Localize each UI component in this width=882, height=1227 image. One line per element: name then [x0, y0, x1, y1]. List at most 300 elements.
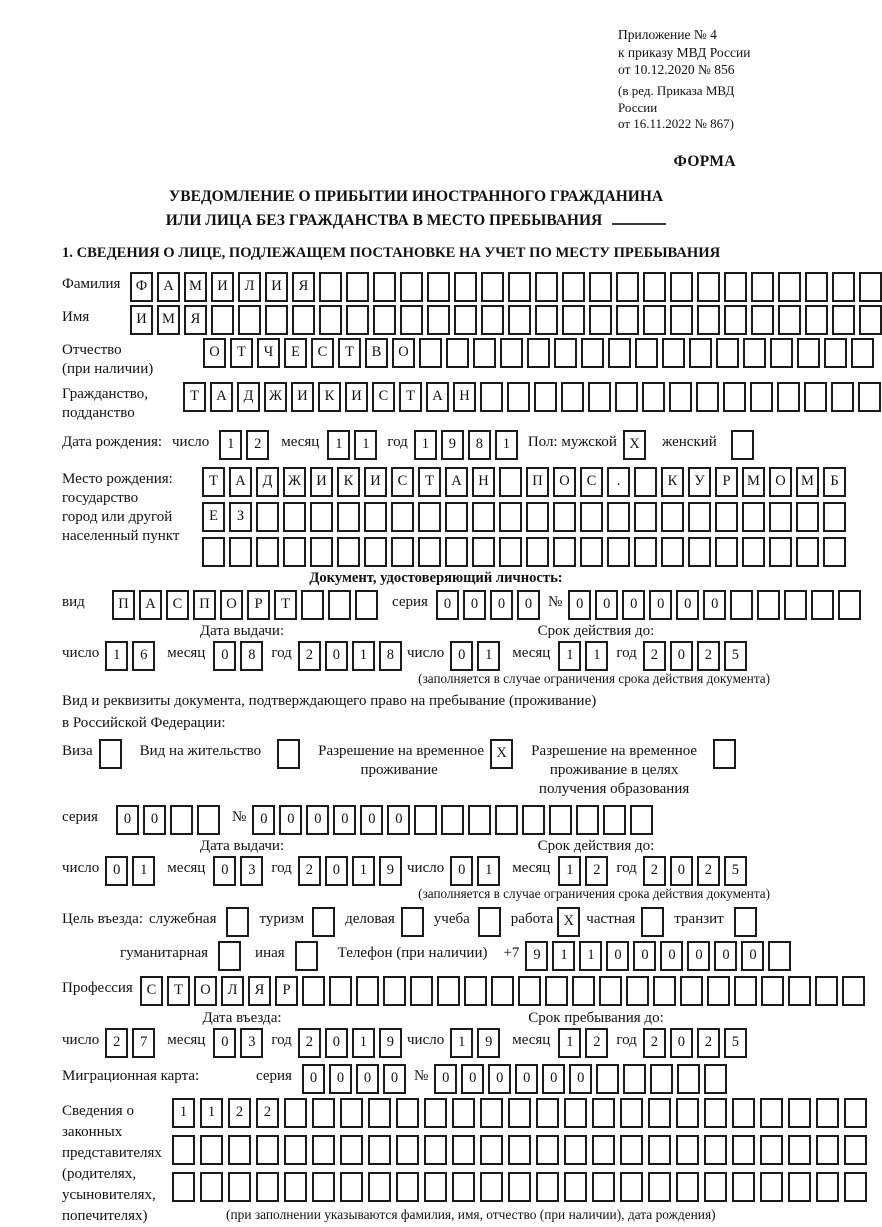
char-box[interactable] — [391, 537, 414, 567]
char-box[interactable]: 0 — [306, 805, 329, 835]
char-box[interactable]: 0 — [595, 590, 618, 620]
char-box[interactable] — [757, 590, 780, 620]
char-box[interactable]: 1 — [219, 430, 242, 460]
char-box[interactable] — [669, 382, 692, 412]
permit-number-boxes[interactable] — [252, 805, 653, 835]
char-box[interactable] — [373, 305, 396, 335]
char-box[interactable] — [596, 1064, 619, 1094]
purpose-work-checkbox[interactable] — [557, 907, 580, 937]
char-box[interactable]: 8 — [379, 641, 402, 671]
char-box[interactable] — [329, 976, 352, 1006]
char-box[interactable] — [769, 502, 792, 532]
char-box[interactable] — [427, 305, 450, 335]
char-box[interactable] — [732, 1135, 755, 1165]
char-box[interactable]: С — [391, 467, 414, 497]
char-box[interactable] — [518, 976, 541, 1006]
char-box[interactable] — [653, 976, 676, 1006]
char-box[interactable]: Р — [715, 467, 738, 497]
char-box[interactable] — [400, 305, 423, 335]
char-box[interactable] — [713, 739, 736, 769]
char-box[interactable]: С — [140, 976, 163, 1006]
char-box[interactable]: 0 — [360, 805, 383, 835]
char-box[interactable] — [172, 1172, 195, 1202]
char-box[interactable]: Ж — [283, 467, 306, 497]
birth-month-boxes[interactable] — [327, 430, 377, 460]
char-box[interactable] — [842, 976, 865, 1006]
char-box[interactable] — [468, 805, 491, 835]
char-box[interactable] — [355, 590, 378, 620]
id-issue-year-boxes[interactable] — [298, 641, 402, 671]
char-box[interactable]: А — [445, 467, 468, 497]
char-box[interactable]: Т — [183, 382, 206, 412]
char-box[interactable]: 0 — [463, 590, 486, 620]
char-box[interactable] — [751, 305, 774, 335]
char-box[interactable] — [536, 1135, 559, 1165]
char-box[interactable]: 9 — [525, 941, 548, 971]
char-box[interactable] — [328, 590, 351, 620]
char-box[interactable] — [778, 305, 801, 335]
char-box[interactable] — [211, 305, 234, 335]
char-box[interactable] — [437, 976, 460, 1006]
char-box[interactable] — [796, 502, 819, 532]
char-box[interactable]: 3 — [240, 856, 263, 886]
char-box[interactable] — [599, 976, 622, 1006]
char-box[interactable]: . — [607, 467, 630, 497]
char-box[interactable] — [472, 502, 495, 532]
char-box[interactable]: Е — [284, 338, 307, 368]
char-box[interactable] — [788, 1172, 811, 1202]
char-box[interactable]: 8 — [468, 430, 491, 460]
char-box[interactable] — [480, 1098, 503, 1128]
char-box[interactable]: Я — [184, 305, 207, 335]
char-box[interactable] — [535, 272, 558, 302]
char-box[interactable]: 0 — [490, 590, 513, 620]
char-box[interactable] — [680, 976, 703, 1006]
char-box[interactable]: Л — [221, 976, 244, 1006]
char-box[interactable] — [478, 907, 501, 937]
char-box[interactable] — [238, 305, 261, 335]
char-box[interactable] — [284, 1098, 307, 1128]
char-box[interactable] — [508, 305, 531, 335]
char-box[interactable] — [564, 1135, 587, 1165]
char-box[interactable] — [228, 1172, 251, 1202]
profession-boxes[interactable] — [140, 976, 865, 1006]
char-box[interactable] — [368, 1172, 391, 1202]
char-box[interactable]: 0 — [542, 1064, 565, 1094]
char-box[interactable] — [580, 537, 603, 567]
char-box[interactable] — [508, 272, 531, 302]
char-box[interactable] — [526, 502, 549, 532]
char-box[interactable] — [707, 976, 730, 1006]
entry-day-boxes[interactable] — [105, 1028, 155, 1058]
char-box[interactable]: У — [688, 467, 711, 497]
char-box[interactable]: И — [291, 382, 314, 412]
migration-number-boxes[interactable] — [434, 1064, 727, 1094]
purpose-other-checkbox[interactable] — [295, 941, 318, 971]
char-box[interactable]: 0 — [687, 941, 710, 971]
char-box[interactable] — [608, 338, 631, 368]
representatives-boxes-3[interactable] — [172, 1172, 867, 1202]
char-box[interactable] — [696, 382, 719, 412]
char-box[interactable] — [648, 1135, 671, 1165]
char-box[interactable]: 1 — [558, 856, 581, 886]
char-box[interactable] — [226, 907, 249, 937]
char-box[interactable] — [346, 272, 369, 302]
char-box[interactable]: 1 — [477, 856, 500, 886]
char-box[interactable] — [616, 272, 639, 302]
char-box[interactable]: М — [796, 467, 819, 497]
char-box[interactable] — [732, 1172, 755, 1202]
char-box[interactable] — [676, 1172, 699, 1202]
char-box[interactable] — [554, 338, 577, 368]
char-box[interactable] — [445, 502, 468, 532]
char-box[interactable] — [499, 537, 522, 567]
char-box[interactable]: Я — [292, 272, 315, 302]
char-box[interactable]: 0 — [450, 641, 473, 671]
char-box[interactable] — [464, 976, 487, 1006]
char-box[interactable] — [99, 739, 122, 769]
char-box[interactable]: 2 — [246, 430, 269, 460]
char-box[interactable] — [616, 305, 639, 335]
char-box[interactable]: 2 — [228, 1098, 251, 1128]
char-box[interactable]: 2 — [585, 1028, 608, 1058]
char-box[interactable] — [805, 272, 828, 302]
char-box[interactable] — [553, 537, 576, 567]
char-box[interactable]: 0 — [213, 856, 236, 886]
char-box[interactable] — [607, 502, 630, 532]
char-box[interactable] — [634, 502, 657, 532]
char-box[interactable]: А — [157, 272, 180, 302]
char-box[interactable] — [256, 537, 279, 567]
char-box[interactable] — [507, 382, 530, 412]
char-box[interactable]: Т — [418, 467, 441, 497]
char-box[interactable]: 1 — [352, 856, 375, 886]
char-box[interactable]: 1 — [352, 641, 375, 671]
char-box[interactable] — [536, 1172, 559, 1202]
char-box[interactable] — [200, 1172, 223, 1202]
char-box[interactable]: 0 — [703, 590, 726, 620]
char-box[interactable] — [831, 382, 854, 412]
char-box[interactable] — [312, 1172, 335, 1202]
char-box[interactable]: А — [139, 590, 162, 620]
char-box[interactable] — [760, 1135, 783, 1165]
char-box[interactable] — [418, 537, 441, 567]
phone-boxes[interactable] — [525, 941, 791, 971]
char-box[interactable] — [731, 430, 754, 460]
id-expiry-day-boxes[interactable] — [450, 641, 500, 671]
char-box[interactable] — [283, 537, 306, 567]
char-box[interactable]: 1 — [558, 1028, 581, 1058]
char-box[interactable] — [561, 382, 584, 412]
char-box[interactable]: 0 — [116, 805, 139, 835]
char-box[interactable] — [200, 1135, 223, 1165]
char-box[interactable]: 7 — [132, 1028, 155, 1058]
char-box[interactable]: 1 — [352, 1028, 375, 1058]
char-box[interactable] — [396, 1172, 419, 1202]
char-box[interactable] — [452, 1135, 475, 1165]
char-box[interactable]: С — [166, 590, 189, 620]
char-box[interactable] — [832, 272, 855, 302]
temp-residence-checkbox[interactable] — [490, 739, 513, 769]
char-box[interactable] — [615, 382, 638, 412]
stay-year-boxes[interactable] — [643, 1028, 747, 1058]
permit-expiry-day-boxes[interactable] — [450, 856, 500, 886]
char-box[interactable]: 0 — [325, 1028, 348, 1058]
char-box[interactable]: О — [553, 467, 576, 497]
char-box[interactable]: К — [318, 382, 341, 412]
purpose-study-checkbox[interactable] — [478, 907, 501, 937]
char-box[interactable] — [760, 1172, 783, 1202]
char-box[interactable]: Ж — [264, 382, 287, 412]
char-box[interactable] — [635, 338, 658, 368]
char-box[interactable] — [592, 1172, 615, 1202]
char-box[interactable] — [832, 305, 855, 335]
char-box[interactable] — [643, 305, 666, 335]
char-box[interactable] — [454, 272, 477, 302]
char-box[interactable]: О — [203, 338, 226, 368]
char-box[interactable]: 2 — [643, 856, 666, 886]
residence-permit-checkbox[interactable] — [277, 739, 300, 769]
char-box[interactable] — [414, 805, 437, 835]
char-box[interactable]: 0 — [676, 590, 699, 620]
char-box[interactable]: И — [130, 305, 153, 335]
char-box[interactable] — [751, 272, 774, 302]
char-box[interactable]: А — [426, 382, 449, 412]
char-box[interactable] — [788, 976, 811, 1006]
char-box[interactable]: 2 — [298, 856, 321, 886]
representatives-boxes-1[interactable] — [172, 1098, 867, 1128]
char-box[interactable]: 2 — [643, 1028, 666, 1058]
char-box[interactable] — [788, 1098, 811, 1128]
char-box[interactable]: С — [372, 382, 395, 412]
char-box[interactable] — [811, 590, 834, 620]
purpose-tourism-checkbox[interactable] — [312, 907, 335, 937]
char-box[interactable] — [815, 976, 838, 1006]
char-box[interactable] — [228, 1135, 251, 1165]
char-box[interactable] — [368, 1135, 391, 1165]
char-box[interactable] — [364, 502, 387, 532]
char-box[interactable]: 6 — [132, 641, 155, 671]
permit-issue-month-boxes[interactable] — [213, 856, 263, 886]
visa-checkbox[interactable] — [99, 739, 122, 769]
char-box[interactable] — [816, 1172, 839, 1202]
char-box[interactable]: X — [490, 739, 513, 769]
char-box[interactable]: И — [345, 382, 368, 412]
char-box[interactable]: П — [112, 590, 135, 620]
birth-place-boxes-2[interactable] — [202, 502, 846, 532]
char-box[interactable] — [427, 272, 450, 302]
char-box[interactable]: 0 — [461, 1064, 484, 1094]
char-box[interactable]: 5 — [724, 1028, 747, 1058]
char-box[interactable] — [661, 537, 684, 567]
char-box[interactable] — [734, 976, 757, 1006]
char-box[interactable]: Я — [248, 976, 271, 1006]
char-box[interactable] — [536, 1098, 559, 1128]
char-box[interactable]: 0 — [622, 590, 645, 620]
char-box[interactable]: 0 — [488, 1064, 511, 1094]
char-box[interactable]: Н — [472, 467, 495, 497]
char-box[interactable] — [630, 805, 653, 835]
char-box[interactable]: 0 — [670, 641, 693, 671]
char-box[interactable] — [677, 1064, 700, 1094]
char-box[interactable] — [480, 1135, 503, 1165]
char-box[interactable]: Н — [453, 382, 476, 412]
purpose-private-checkbox[interactable] — [641, 907, 664, 937]
char-box[interactable]: 0 — [252, 805, 275, 835]
char-box[interactable] — [572, 976, 595, 1006]
char-box[interactable] — [441, 805, 464, 835]
char-box[interactable] — [858, 382, 881, 412]
char-box[interactable] — [446, 338, 469, 368]
birth-day-boxes[interactable] — [219, 430, 269, 460]
char-box[interactable] — [284, 1172, 307, 1202]
permit-expiry-month-boxes[interactable] — [558, 856, 608, 886]
char-box[interactable] — [454, 305, 477, 335]
char-box[interactable] — [704, 1172, 727, 1202]
char-box[interactable] — [310, 502, 333, 532]
char-box[interactable] — [670, 272, 693, 302]
char-box[interactable]: 1 — [585, 641, 608, 671]
char-box[interactable] — [522, 805, 545, 835]
char-box[interactable]: К — [661, 467, 684, 497]
doc-number-boxes[interactable] — [568, 590, 861, 620]
char-box[interactable] — [770, 338, 793, 368]
char-box[interactable]: Д — [256, 467, 279, 497]
char-box[interactable] — [688, 537, 711, 567]
surname-boxes[interactable] — [130, 272, 882, 302]
char-box[interactable]: 9 — [441, 430, 464, 460]
citizenship-boxes[interactable] — [183, 382, 881, 412]
char-box[interactable]: 0 — [213, 641, 236, 671]
given-name-boxes[interactable] — [130, 305, 882, 335]
char-box[interactable] — [265, 305, 288, 335]
char-box[interactable]: О — [194, 976, 217, 1006]
char-box[interactable] — [480, 1172, 503, 1202]
char-box[interactable] — [340, 1098, 363, 1128]
char-box[interactable]: 0 — [517, 590, 540, 620]
doc-type-boxes[interactable] — [112, 590, 378, 620]
char-box[interactable] — [356, 976, 379, 1006]
char-box[interactable]: 0 — [325, 641, 348, 671]
char-box[interactable] — [576, 805, 599, 835]
entry-year-boxes[interactable] — [298, 1028, 402, 1058]
char-box[interactable] — [732, 1098, 755, 1128]
char-box[interactable] — [581, 338, 604, 368]
char-box[interactable] — [337, 502, 360, 532]
char-box[interactable] — [295, 941, 318, 971]
char-box[interactable] — [373, 272, 396, 302]
char-box[interactable]: Л — [238, 272, 261, 302]
char-box[interactable] — [481, 272, 504, 302]
char-box[interactable]: Б — [823, 467, 846, 497]
char-box[interactable]: А — [229, 467, 252, 497]
char-box[interactable] — [499, 467, 522, 497]
char-box[interactable] — [788, 1135, 811, 1165]
char-box[interactable] — [676, 1098, 699, 1128]
char-box[interactable] — [643, 272, 666, 302]
char-box[interactable]: 8 — [240, 641, 263, 671]
char-box[interactable]: 0 — [714, 941, 737, 971]
char-box[interactable]: X — [623, 430, 646, 460]
char-box[interactable] — [805, 305, 828, 335]
char-box[interactable] — [418, 502, 441, 532]
char-box[interactable]: Т — [399, 382, 422, 412]
id-issue-day-boxes[interactable] — [105, 641, 155, 671]
birth-year-boxes[interactable] — [414, 430, 518, 460]
char-box[interactable] — [784, 590, 807, 620]
char-box[interactable] — [340, 1172, 363, 1202]
char-box[interactable] — [283, 502, 306, 532]
char-box[interactable] — [634, 537, 657, 567]
char-box[interactable]: 1 — [327, 430, 350, 460]
char-box[interactable]: Т — [202, 467, 225, 497]
char-box[interactable]: 0 — [633, 941, 656, 971]
char-box[interactable] — [534, 382, 557, 412]
char-box[interactable]: 1 — [105, 641, 128, 671]
char-box[interactable] — [310, 537, 333, 567]
char-box[interactable]: М — [157, 305, 180, 335]
char-box[interactable]: О — [769, 467, 792, 497]
char-box[interactable] — [723, 382, 746, 412]
char-box[interactable]: 0 — [670, 1028, 693, 1058]
char-box[interactable]: И — [364, 467, 387, 497]
char-box[interactable] — [452, 1098, 475, 1128]
char-box[interactable]: Д — [237, 382, 260, 412]
purpose-business-checkbox[interactable] — [401, 907, 424, 937]
char-box[interactable] — [277, 739, 300, 769]
char-box[interactable] — [761, 976, 784, 1006]
char-box[interactable] — [859, 272, 882, 302]
char-box[interactable] — [301, 590, 324, 620]
char-box[interactable] — [452, 1172, 475, 1202]
char-box[interactable]: Е — [202, 502, 225, 532]
char-box[interactable]: 2 — [697, 1028, 720, 1058]
char-box[interactable]: 0 — [606, 941, 629, 971]
char-box[interactable] — [816, 1135, 839, 1165]
char-box[interactable]: 1 — [450, 1028, 473, 1058]
char-box[interactable]: Ч — [257, 338, 280, 368]
char-box[interactable]: 1 — [552, 941, 575, 971]
char-box[interactable] — [319, 305, 342, 335]
char-box[interactable] — [481, 305, 504, 335]
char-box[interactable]: 1 — [132, 856, 155, 886]
char-box[interactable] — [218, 941, 241, 971]
char-box[interactable]: Т — [167, 976, 190, 1006]
char-box[interactable] — [715, 537, 738, 567]
char-box[interactable] — [816, 1098, 839, 1128]
sex-male-checkbox[interactable] — [623, 430, 646, 460]
char-box[interactable] — [769, 537, 792, 567]
char-box[interactable] — [743, 338, 766, 368]
char-box[interactable]: 1 — [579, 941, 602, 971]
char-box[interactable] — [229, 537, 252, 567]
char-box[interactable]: З — [229, 502, 252, 532]
char-box[interactable] — [704, 1098, 727, 1128]
char-box[interactable] — [823, 537, 846, 567]
char-box[interactable] — [650, 1064, 673, 1094]
char-box[interactable] — [396, 1135, 419, 1165]
char-box[interactable] — [346, 305, 369, 335]
char-box[interactable] — [626, 976, 649, 1006]
char-box[interactable] — [688, 502, 711, 532]
char-box[interactable] — [508, 1098, 531, 1128]
char-box[interactable]: Т — [338, 338, 361, 368]
char-box[interactable] — [676, 1135, 699, 1165]
char-box[interactable] — [312, 907, 335, 937]
char-box[interactable] — [499, 502, 522, 532]
char-box[interactable] — [256, 502, 279, 532]
char-box[interactable]: О — [220, 590, 243, 620]
